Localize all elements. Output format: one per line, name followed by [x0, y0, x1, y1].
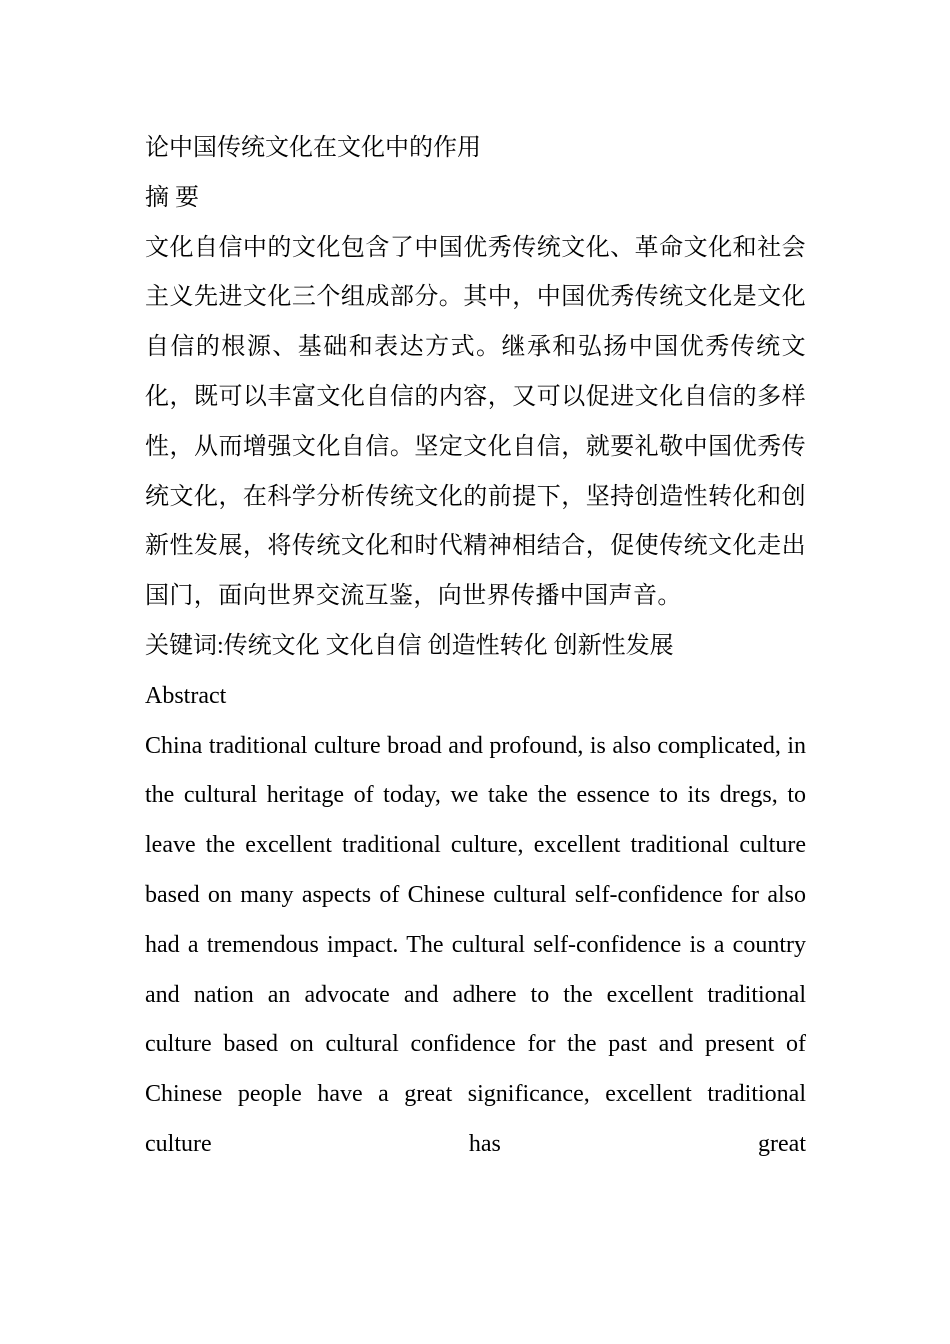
- abstract-heading-en: Abstract: [145, 682, 227, 709]
- abstract-body-cn: 文化自信中的文化包含了中国优秀传统文化、革命文化和社会主义先进文化三个组成部分。其中，中国优秀传统文化是文化自信的根源、基础和表达方式。继承和弘扬中国优秀传统文化，既可以丰富文化自信的内容，又可以促进文化自信的多样性，从而增强文化自信。坚定文化自信，就要礼敬中国优秀传统文化，在科学分析传统文化的前提下，坚持创造性转化和创新性发展，将传统文化和时代精神相结合，促使传统文化走出国门，面向世界交流互鉴，向世界传播中国声音。: [145, 234, 806, 610]
- document-page: [145, 124, 806, 1170]
- abstract-heading-cn: 摘 要: [145, 184, 199, 211]
- abstract-body-en: China traditional culture broad and profound, is also complicated, in the cultural heritage of today, we take the essence to its dregs, to leave the excellent traditional culture, excellent traditional culture based on many aspects of Chinese cultural self-confidence for also had a tremendous impact. The cultural self-confidence is a country and nation an advocate and adhere to the excellent traditional culture based on cultural confidence for the past and present of Chinese people have a great significance, excellent traditional culture has great: [145, 732, 806, 1157]
- keywords-cn: 关键词:传统文化 文化自信 创造性转化 创新性发展: [145, 632, 674, 659]
- document-title: 论中国传统文化在文化中的作用: [145, 135, 481, 161]
